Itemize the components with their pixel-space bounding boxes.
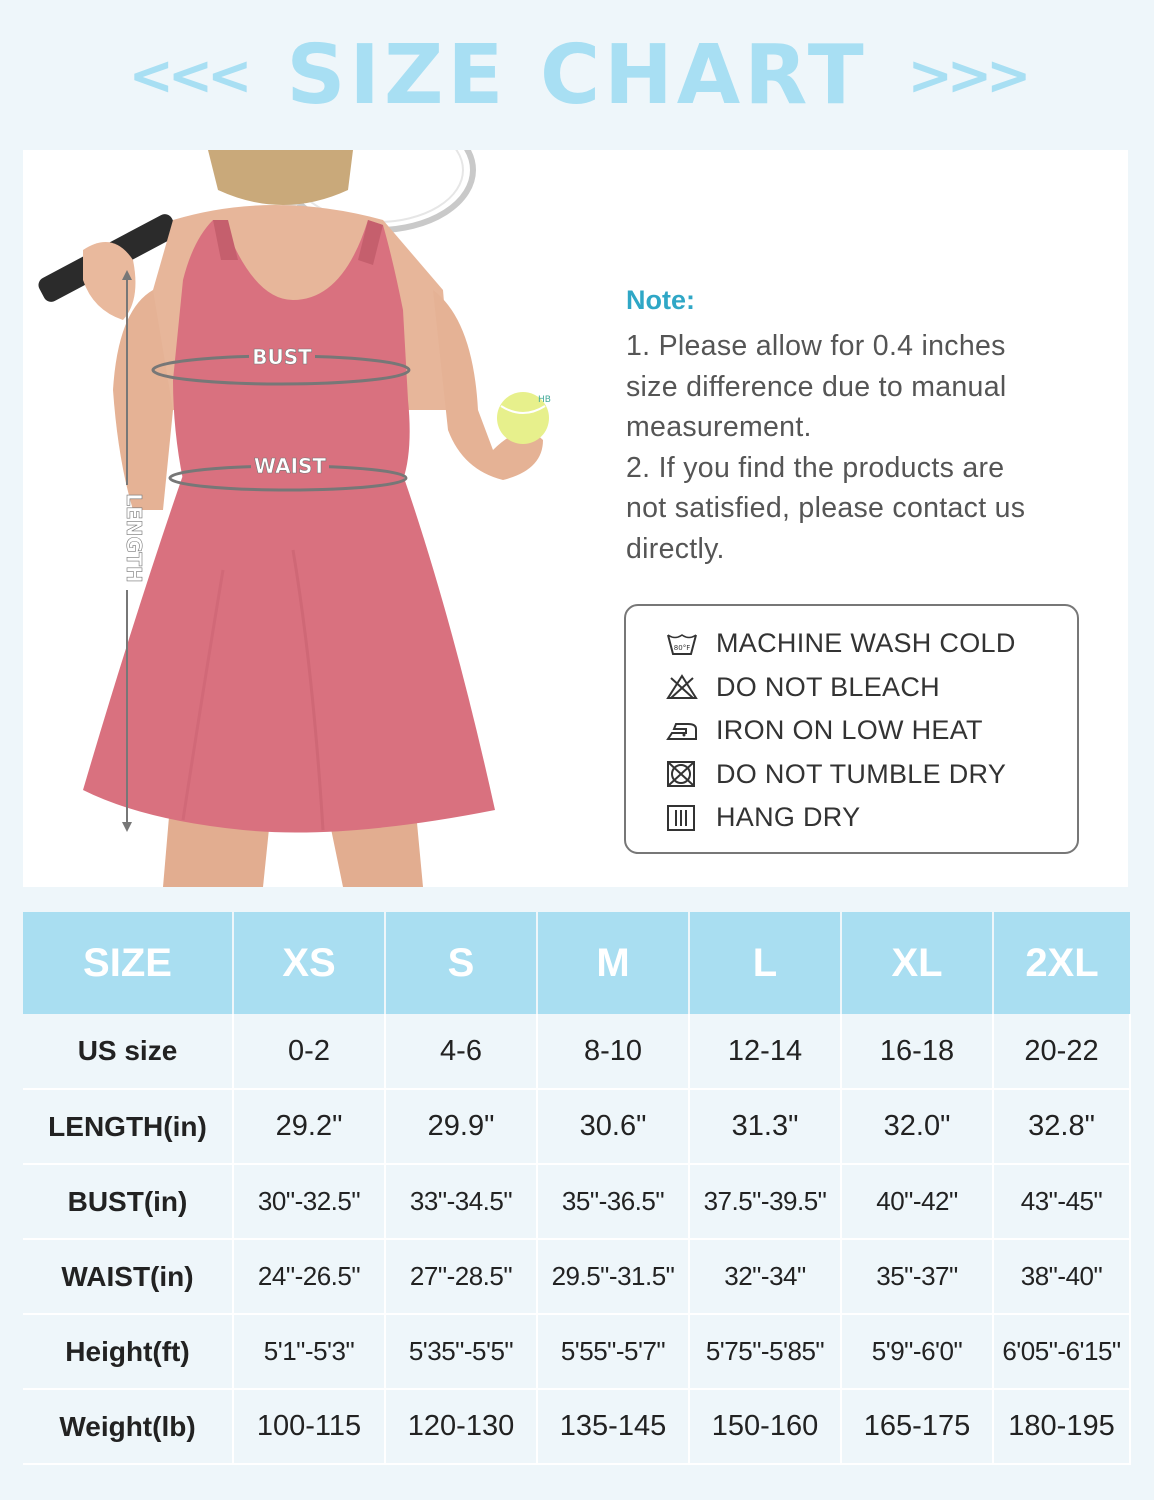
table-cell: 30"-32.5" <box>233 1164 385 1239</box>
table-cell: 38"-40" <box>993 1239 1130 1314</box>
care-label: DO NOT TUMBLE DRY <box>716 758 1007 789</box>
row-label: Height(ft) <box>23 1314 233 1389</box>
table-row <box>23 1389 1130 1464</box>
iron-low-heat-icon <box>666 717 700 745</box>
table-cell: 32.8" <box>993 1089 1130 1164</box>
note-block <box>626 285 1096 569</box>
care-item <box>666 709 1077 753</box>
table-cell: 0-2 <box>233 1014 385 1089</box>
table-row <box>23 1014 1130 1089</box>
table-row <box>23 1239 1130 1314</box>
table-cell: 165-175 <box>841 1389 993 1464</box>
table-row <box>23 1164 1130 1239</box>
table-cell: 16-18 <box>841 1014 993 1089</box>
table-cell: 35"-36.5" <box>537 1164 689 1239</box>
note-line: not satisfied, please contact us <box>626 492 1026 524</box>
right-chevrons: >>> <box>907 43 1026 107</box>
table-cell: 20-22 <box>993 1014 1130 1089</box>
header-cell: M <box>537 912 689 1014</box>
table-cell: 5'9"-6'0" <box>841 1314 993 1389</box>
table-cell: 135-145 <box>537 1389 689 1464</box>
note-title: Note: <box>626 285 695 315</box>
table-cell: 30.6" <box>537 1089 689 1164</box>
row-label: Weight(lb) <box>23 1389 233 1464</box>
table-cell: 37.5"-39.5" <box>689 1164 841 1239</box>
note-line: 1. Please allow for 0.4 inches <box>626 330 1006 362</box>
table-cell: 35"-37" <box>841 1239 993 1314</box>
care-item <box>666 753 1077 797</box>
note-line: directly. <box>626 532 725 565</box>
do-not-tumble-dry-icon <box>666 760 700 788</box>
table-cell: 31.3" <box>689 1089 841 1164</box>
table-row <box>23 1089 1130 1164</box>
bust-label: BUST <box>252 345 312 369</box>
table-cell: 5'55"-5'7" <box>537 1314 689 1389</box>
row-label: US size <box>23 1014 233 1089</box>
note-line: size difference due to manual <box>626 370 1007 403</box>
row-label: LENGTH(in) <box>23 1089 233 1164</box>
length-label: LENGTH <box>122 493 146 583</box>
care-label: IRON ON LOW HEAT <box>716 715 983 746</box>
header-cell: XL <box>841 912 993 1014</box>
row-label: WAIST(in) <box>23 1239 233 1314</box>
table-cell: 24"-26.5" <box>233 1239 385 1314</box>
tennis-dress-illustration <box>23 150 623 887</box>
wash-temp: 80°F <box>673 643 691 652</box>
header-cell: XS <box>233 912 385 1014</box>
table-cell: 32.0" <box>841 1089 993 1164</box>
table-cell: 33"-34.5" <box>385 1164 537 1239</box>
model-figure <box>23 150 623 887</box>
care-label: DO NOT BLEACH <box>716 671 940 702</box>
table-cell: 43"-45" <box>993 1164 1130 1239</box>
header-cell: 2XL <box>993 912 1130 1014</box>
product-panel <box>23 150 1128 887</box>
table-cell: 29.5"-31.5" <box>537 1239 689 1314</box>
table-cell: 120-130 <box>385 1389 537 1464</box>
hang-dry-icon <box>666 804 700 832</box>
header-cell: S <box>385 912 537 1014</box>
row-label: BUST(in) <box>23 1164 233 1239</box>
title-row <box>129 28 1026 123</box>
note-line: 2. If you find the products are <box>626 451 1005 484</box>
size-table <box>23 912 1131 1465</box>
table-cell: 40"-42" <box>841 1164 993 1239</box>
table-cell: 150-160 <box>689 1389 841 1464</box>
wash-cold-icon <box>666 630 700 658</box>
page-title: SIZE CHART <box>286 27 868 123</box>
table-cell: 180-195 <box>993 1389 1130 1464</box>
table-cell: 5'35"-5'5" <box>385 1314 537 1389</box>
table-cell: 27"-28.5" <box>385 1239 537 1314</box>
header <box>0 0 1154 150</box>
table-cell: 100-115 <box>233 1389 385 1464</box>
do-not-bleach-icon <box>666 673 700 701</box>
care-item <box>666 666 1077 710</box>
care-item <box>666 622 1077 666</box>
table-cell: 6'05"-6'15" <box>993 1314 1130 1389</box>
care-label: MACHINE WASH COLD <box>716 628 1016 659</box>
note-line: measurement. <box>626 411 812 443</box>
waist-label: WAIST <box>253 454 327 478</box>
table-cell: 4-6 <box>385 1014 537 1089</box>
table-cell: 5'75"-5'85" <box>689 1314 841 1389</box>
table-cell: 29.2" <box>233 1089 385 1164</box>
table-row <box>23 1314 1130 1389</box>
table-cell: 5'1"-5'3" <box>233 1314 385 1389</box>
care-instructions <box>624 604 1079 854</box>
care-item <box>666 796 1077 840</box>
left-chevrons: <<< <box>128 43 247 107</box>
header-cell: SIZE <box>23 912 233 1014</box>
care-label: HANG DRY <box>716 802 861 833</box>
table-header-row <box>23 912 1130 1014</box>
table-cell: 29.9" <box>385 1089 537 1164</box>
table-cell: 12-14 <box>689 1014 841 1089</box>
table-cell: 32"-34" <box>689 1239 841 1314</box>
ball-mark: HB <box>538 395 551 405</box>
header-cell: L <box>689 912 841 1014</box>
table-cell: 8-10 <box>537 1014 689 1089</box>
